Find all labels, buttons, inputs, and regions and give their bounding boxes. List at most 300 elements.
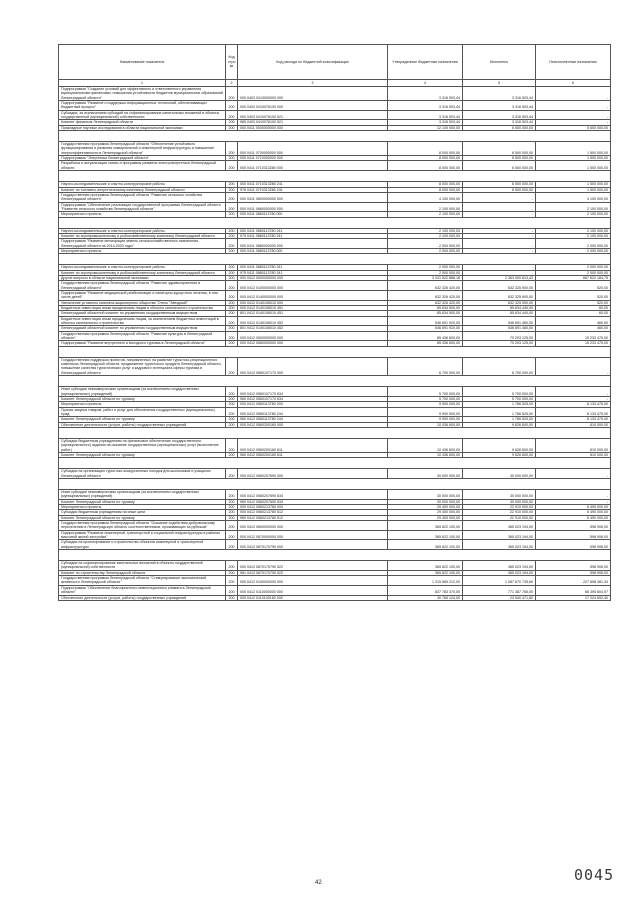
row-name: Научно-исследовательские и опытно-конструкторские работы (59, 182, 226, 187)
approved-value: 6 700 000,00 (388, 357, 463, 375)
executed-value: 2 363 900 813,43 (463, 275, 536, 280)
executed-value: - (463, 212, 536, 217)
executed-value: - (463, 192, 536, 202)
unexecuted-value: - (536, 396, 611, 401)
unexecuted-value: 17 224 652,40 (536, 595, 611, 600)
approved-value: 5 700 000,00 (388, 396, 463, 401)
executed-value: 632 325 900,00 (463, 281, 536, 291)
budget-code: 000 0412 0560213780 000 (238, 505, 388, 510)
executed-value: 30 000 000,00 (463, 499, 536, 504)
row-code: 200 (226, 402, 238, 407)
unexecuted-value: 460,00 (536, 326, 611, 331)
row-code: 200 (226, 161, 238, 171)
executed-value: 6 500 000,00 (463, 125, 536, 130)
row-code: 200 (226, 396, 238, 401)
table-row (59, 576, 611, 586)
approved-value: 9 900 000,00 (388, 417, 463, 422)
unexecuted-value: 810 000,00 (536, 438, 611, 452)
unexecuted-value: - (536, 357, 611, 375)
table-row (59, 407, 611, 417)
executed-value: 1 766 525,00 (463, 407, 536, 417)
row-name: Подпрограмма "Создание условий для эффективного и ответственного управления муниципальными финансами, повышения устойчивости бюджетов муниципальных образований Ленинградской области" (59, 87, 226, 101)
row-code: 200 (226, 540, 238, 550)
column-number: 6 (536, 80, 611, 87)
row-name: Ленинградский областной комитет по управлению государственным имуществом (59, 311, 226, 316)
budget-code: 000 0412 0110000000 000 (238, 585, 388, 595)
approved-value: 9 900 000,00 (388, 402, 463, 407)
row-code: 200 (226, 87, 238, 101)
unexecuted-value: - (536, 87, 611, 101)
executed-value: 9 626 600,00 (463, 452, 536, 457)
row-name: Ленинградский областной комитет по управлению государственным имуществом (59, 326, 226, 331)
approved-value: 8 000 000,00 (388, 182, 463, 187)
row-code: 200 (226, 125, 238, 130)
row-code: 200 (226, 270, 238, 275)
unexecuted-value: 8 133 475,00 (536, 402, 611, 407)
row-name: Комитет по агропромышленному и рыбохозяйственному комплексу Ленинградской области (59, 270, 226, 275)
approved-value: 29 400 000,00 (388, 515, 463, 520)
approved-value: 365 622 100,00 (388, 540, 463, 550)
row-code: 200 (226, 311, 238, 316)
executed-value: 771 387 765,00 (463, 585, 536, 595)
spacer-cell (59, 427, 611, 438)
approved-value: 85 436 600,00 (388, 341, 463, 346)
budget-code: 000 0411 0710000000 000 (238, 156, 388, 161)
budget-code: 000 0411 0880113780 000 (238, 248, 388, 253)
budget-code: 000 0412 0110100160 000 (238, 595, 388, 600)
spacer-row (59, 458, 611, 469)
budget-code: 960 0412 0560200160 611 (238, 452, 388, 457)
budget-execution-table (58, 44, 611, 601)
row-name: Мероприятия и проекты (59, 402, 226, 407)
approved-value: 10 436 600,00 (388, 422, 463, 427)
approved-value: 1 315 569 212,00 (388, 576, 463, 586)
row-name: Комитет финансов Ленинградской области (59, 120, 226, 125)
approved-value: 837 783 370,00 (388, 585, 463, 595)
unexecuted-value: 60,00 (536, 306, 611, 311)
row-code: 200 (226, 570, 238, 575)
executed-value: 365 023 194,00 (463, 540, 536, 550)
table-row (59, 239, 611, 249)
budget-code: 960 0412 0560207690 634 (238, 499, 388, 504)
row-code: 200 (226, 357, 238, 375)
unexecuted-value: 2 100 000,00 (536, 202, 611, 212)
table-row (59, 110, 611, 120)
row-name: Подпрограмма "Развитие и поддержка информационных технологий, обеспечивающих бюджетный процесс" (59, 101, 226, 111)
spacer-row (59, 550, 611, 561)
row-code: 200 (226, 202, 238, 212)
row-name: Прикладные научные исследования в области национальной экономики (59, 125, 226, 130)
report-sheet (58, 44, 610, 601)
row-name: Обеспечение деятельности (услуги, работы) государственных учреждений (59, 595, 226, 600)
row-name: Государственная поддержка проектов, направленных на развитие туристско-рекреационного комплекса Ленинградской области, продвижение туристского продукта Ленинградской области, повышение качества туристических услуг и кадрового потенциала сферы туризма в Ленинградской области (59, 357, 226, 375)
row-code: 200 (226, 233, 238, 238)
approved-value: 365 622 100,00 (388, 561, 463, 571)
budget-code: 975 0411 0880113780 241 (238, 270, 388, 275)
unexecuted-value: 1 500 000,00 (536, 161, 611, 171)
row-code: 200 (226, 530, 238, 540)
row-name: Субсидии на софинансирование капитальных вложений в объекты государственной (муниципальной) собственности (59, 561, 226, 571)
row-code: 200 (226, 306, 238, 311)
column-header-row-code: Код стро ки (226, 45, 238, 80)
column-number: 3 (238, 80, 388, 87)
table-row (59, 192, 611, 202)
budget-code: 000 0412 0560207690 634 (238, 489, 388, 499)
approved-value: 12 100 000,00 (388, 125, 463, 130)
page-number: 42 (315, 880, 322, 886)
unexecuted-value: 6 490 000,00 (536, 505, 611, 510)
row-name: Прочая закупка товаров, работ и услуг для обеспечения государственных (муниципальных) нужд (59, 407, 226, 417)
table-header-row (59, 45, 611, 80)
row-name: Разработка и актуализация схемы и программы развития электроэнергетики Ленинградской области (59, 161, 226, 171)
spacer-row (59, 478, 611, 489)
table-row (59, 161, 611, 171)
executed-value: 70 203 125,00 (463, 331, 536, 341)
spacer-row (59, 376, 611, 387)
spacer-row (59, 254, 611, 265)
budget-code: 981 0412 0870170790 522 (238, 570, 388, 575)
row-code: 200 (226, 387, 238, 397)
approved-value: 29 400 000,00 (388, 510, 463, 515)
budget-code: 000 0412 0500000000 000 (238, 331, 388, 341)
row-code: 200 (226, 239, 238, 249)
unexecuted-value: 1 500 000,00 (536, 156, 611, 161)
executed-value: 1 766 525,00 (463, 402, 536, 407)
unexecuted-value: 810 000,00 (536, 452, 611, 457)
budget-code: 000 0411 0860113780 000 (238, 212, 388, 217)
approved-value: 365 622 100,00 (388, 521, 463, 531)
executed-value: 546 691 460,00 (463, 316, 536, 326)
row-name: Мероприятия и проекты (59, 505, 226, 510)
spacer-cell (59, 478, 611, 489)
unexecuted-value: 667 622 184,75 (536, 275, 611, 280)
executed-value: 3 316 503,44 (463, 120, 536, 125)
column-header-budget-code: Код расхода по бюджетной классификации (238, 45, 388, 80)
row-code: 200 (226, 265, 238, 270)
budget-code: 000 0411 0860113780 241 (238, 228, 388, 233)
column-number: 2 (226, 80, 238, 87)
unexecuted-value: 1 500 000,00 (536, 182, 611, 187)
budget-code: 000 0412 0560107170 000 (238, 357, 388, 375)
row-code: 200 (226, 228, 238, 233)
row-code: 200 (226, 489, 238, 499)
budget-code: 000 0411 0880000000 000 (238, 239, 388, 249)
row-code: 200 (226, 110, 238, 120)
budget-code: 000 0411 0700000000 000 (238, 142, 388, 156)
unexecuted-value: 2 100 000,00 (536, 233, 611, 238)
row-name: Иные субсидии некоммерческим организациям (за исключением государственных (муниципальных) учреждений) (59, 387, 226, 397)
budget-code: 801 0412 0140106010 451 (238, 311, 388, 316)
unexecuted-value: - (536, 120, 611, 125)
row-name: Подпрограмма "Обеспечение реализации государственной программы Ленинградской области "Развитие сельского хозяйства Ленинградской области" (59, 202, 226, 212)
table-row (59, 489, 611, 499)
row-name: Подпрограмма "Энергетика Ленинградской области" (59, 156, 226, 161)
row-name: Мероприятия и проекты (59, 212, 226, 217)
unexecuted-value: 2 000 000,00 (536, 270, 611, 275)
executed-value: 23 540 471,60 (463, 595, 536, 600)
executed-value: 22 910 000,00 (463, 515, 536, 520)
budget-code: 000 0412 0140106010 451 (238, 306, 388, 311)
approved-value: 85 634 500,00 (388, 311, 463, 316)
row-code: 200 (226, 595, 238, 600)
row-code: 200 (226, 438, 238, 452)
approved-value: 3 316 503,44 (388, 87, 463, 101)
budget-code: 000 0403 0410000000 000 (238, 87, 388, 101)
budget-code: 000 0412 0560107170 634 (238, 387, 388, 397)
executed-value: 3 316 503,44 (463, 87, 536, 101)
row-code: 200 (226, 281, 238, 291)
row-name: Подпрограмма "Развитие медицинской реабилитации и санаторно-курортного лечения, в том числе детей" (59, 291, 226, 301)
row-code: 200 (226, 505, 238, 510)
table-row (59, 357, 611, 375)
spacer-cell (59, 346, 611, 357)
row-name: Подпрограмма "Обеспечение благоприятного инвестиционного климата в Ленинградской области" (59, 585, 226, 595)
row-code: 200 (226, 326, 238, 331)
executed-value: 85 634 440,00 (463, 311, 536, 316)
spacer-row (59, 427, 611, 438)
budget-code: 000 0412 0870170790 000 (238, 540, 388, 550)
spacer-cell (59, 171, 611, 182)
row-name: Комитет Ленинградской области по туризму (59, 499, 226, 504)
executed-value: 6 500 000,00 (463, 161, 536, 171)
budget-code: 000 0412 0140106010 000 (238, 300, 388, 305)
row-name: Государственная программа Ленинградской области "Обеспечение устойчивого функционирования и развития коммунальной и инженерной инфраструктуры и повышение энергоэффективности в Ленинградской области" (59, 142, 226, 156)
budget-code: 000 0403 0410076100 521 (238, 110, 388, 120)
table-body (59, 87, 611, 601)
spacer-cell (59, 131, 611, 142)
row-name: Комитет Ленинградской области по туризму (59, 515, 226, 520)
row-name: Другие вопросы в области национальной экономики (59, 275, 226, 280)
table-row (59, 87, 611, 101)
row-name: Государственная программа Ленинградской области "Стимулирование экономической активности Ленинградской области" (59, 576, 226, 586)
budget-code: 985 0403 0410076100 521 (238, 120, 388, 125)
executed-value: 5 700 000,00 (463, 396, 536, 401)
row-name: Мероприятия и проекты (59, 248, 226, 253)
executed-value: 3 316 503,44 (463, 110, 536, 120)
budget-code: 801 0412 0140106010 452 (238, 326, 388, 331)
unexecuted-value: 520,00 (536, 291, 611, 301)
unexecuted-value: 8 133 475,00 (536, 407, 611, 417)
approved-value: 632 326 420,00 (388, 300, 463, 305)
executed-value: 6 500 000,00 (463, 142, 536, 156)
row-code: 200 (226, 120, 238, 125)
column-number: 1 (59, 80, 226, 87)
spacer-row (59, 346, 611, 357)
executed-value: - (463, 233, 536, 238)
table-row (59, 101, 611, 111)
budget-code: 978 0411 0710313280 241 (238, 187, 388, 192)
executed-value: 546 691 460,00 (463, 326, 536, 331)
unexecuted-value: 520,00 (536, 281, 611, 291)
approved-value: 9 900 000,00 (388, 407, 463, 417)
executed-value: 365 023 194,00 (463, 570, 536, 575)
row-name: Субсидии бюджетным учреждениям на финансовое обеспечение государственного (муниципального) задания на оказание государственных (муниципальных) услуг (выполнение работ) (59, 438, 226, 452)
row-code: 200 (226, 469, 238, 479)
row-name: Подпрограмма "Развитие внутреннего и въездного туризма в Ленинградской области" (59, 341, 226, 346)
approved-value: 546 691 920,00 (388, 316, 463, 326)
row-code: 200 (226, 187, 238, 192)
executed-value: 30 000 000,00 (463, 489, 536, 499)
unexecuted-value: 227 898 481,34 (536, 576, 611, 586)
unexecuted-value: 8 133 475,00 (536, 417, 611, 422)
executed-value: 365 023 194,00 (463, 521, 536, 531)
budget-code: 000 0412 0560113780 000 (238, 402, 388, 407)
row-code: 200 (226, 192, 238, 202)
row-name: Комитет Ленинградской области по туризму (59, 452, 226, 457)
executed-value: 3 316 503,44 (463, 101, 536, 111)
column-number-row (59, 80, 611, 87)
row-name: Бюджетные инвестиции иным юридическим лицам, за исключением бюджетных инвестиций в объекты капитального строительства (59, 316, 226, 326)
approved-value: 10 436 600,00 (388, 452, 463, 457)
budget-code: 975 0411 0860113780 241 (238, 233, 388, 238)
unexecuted-value: 15 233 475,00 (536, 341, 611, 346)
table-row (59, 331, 611, 341)
row-name: Государственная программа Ленинградской области "Развитие здравоохранения в Ленинградской области" (59, 281, 226, 291)
table-row (59, 142, 611, 156)
budget-code: 000 0411 0880113780 241 (238, 265, 388, 270)
row-code: 200 (226, 212, 238, 217)
row-code: 200 (226, 585, 238, 595)
budget-code: 000 0412 0870000000 000 (238, 530, 388, 540)
row-name: Субсидии, за исключением субсидий на софинансирование капитальных вложений в объекты государственной (муниципальной) собственности (59, 110, 226, 120)
approved-value: 2 100 000,00 (388, 212, 463, 217)
executed-value: 30 000 000,00 (463, 469, 536, 479)
row-code: 200 (226, 300, 238, 305)
row-name: Подпрограмма "Развитие инженерной, транспортной и социальной инфраструктуры в районах массовой жилой застройки" (59, 530, 226, 540)
row-name: Бюджетные инвестиции иным юридическим лицам в объекты капитального строительства (59, 306, 226, 311)
column-number: 4 (388, 80, 463, 87)
spacer-cell (59, 376, 611, 387)
executed-value: - (463, 239, 536, 249)
unexecuted-value: 2 000 000,00 (536, 248, 611, 253)
row-name: Подпрограмма "Развитие мелиорации земель сельскохозяйственного назначения Ленинградской области на 2014-2020 годы" (59, 239, 226, 249)
executed-value: 6 500 000,00 (463, 156, 536, 161)
unexecuted-value: 15 233 475,00 (536, 331, 611, 341)
spacer-cell (59, 217, 611, 228)
approved-value: 2 100 000,00 (388, 202, 463, 212)
unexecuted-value: 598 906,00 (536, 561, 611, 571)
budget-code: 000 0412 0560113780 244 (238, 407, 388, 417)
approved-value: 2 000 000,00 (388, 270, 463, 275)
column-header-name: Наименование показателя (59, 45, 226, 80)
approved-value: 30 000 000,00 (388, 489, 463, 499)
approved-value: 546 691 920,00 (388, 326, 463, 331)
row-name: Субсидии на проектирование и строительство объектов инженерной и транспортной инфраструктуры (59, 540, 226, 550)
budget-code: 000 0412 0100000000 000 (238, 281, 388, 291)
unexecuted-value: - (536, 499, 611, 504)
unexecuted-value: 2 100 000,00 (536, 228, 611, 233)
table-row (59, 281, 611, 291)
row-name: Увеличение уставного капитала акционерного общества "Отель "Звездный" (59, 300, 226, 305)
approved-value: 365 622 100,00 (388, 570, 463, 575)
budget-code: 960 0412 0560107170 634 (238, 396, 388, 401)
budget-code: 000 0411 0000000000 000 (238, 125, 388, 130)
row-name: Государственная программа Ленинградской области "Развитие сельского хозяйства Ленинградской области" (59, 192, 226, 202)
table-row (59, 561, 611, 571)
row-code: 200 (226, 576, 238, 586)
row-name: Субсидии на организацию туристско-экскурсионных поездок для школьников и учащихся Ленинградской области (59, 469, 226, 479)
budget-code: 960 0412 0560213780 612 (238, 515, 388, 520)
approved-value: 2 000 000,00 (388, 248, 463, 253)
budget-code: 000 0412 0870170790 522 (238, 561, 388, 571)
table-row (59, 316, 611, 326)
row-name: Государственная программа Ленинградской области "Оказание содействия добровольному переселению в Ленинградскую область соотечественников, проживающих за рубежом" (59, 521, 226, 531)
approved-value: 3 316 503,44 (388, 120, 463, 125)
approved-value: 4 100 000,00 (388, 192, 463, 202)
row-name: Комитет по агропромышленному и рыбохозяйственному комплексу Ленинградской области (59, 233, 226, 238)
row-code: 200 (226, 316, 238, 326)
row-code: 200 (226, 275, 238, 280)
executed-value: 1 766 525,00 (463, 417, 536, 422)
approved-value: 30 000 000,00 (388, 499, 463, 504)
row-name: Комитет по топливно-энергетическому комплексу Ленинградской области (59, 187, 226, 192)
budget-code: 000 0411 0710313280 000 (238, 161, 388, 171)
row-name: Комитет Ленинградской области по туризму (59, 396, 226, 401)
executed-value: 9 626 600,00 (463, 422, 536, 427)
table-row (59, 291, 611, 301)
row-code: 200 (226, 291, 238, 301)
executed-value: 365 023 194,00 (463, 530, 536, 540)
row-code: 200 (226, 331, 238, 341)
executed-value: 6 700 000,00 (463, 357, 536, 375)
executed-value: - (463, 270, 536, 275)
approved-value: 8 000 000,00 (388, 187, 463, 192)
budget-code: 000 0412 0560200160 000 (238, 422, 388, 427)
approved-value: 2 100 000,00 (388, 228, 463, 233)
approved-value: 8 000 000,00 (388, 161, 463, 171)
budget-code: 000 0412 0140106010 452 (238, 316, 388, 326)
table-row (59, 585, 611, 595)
column-header-unexecuted: Неисполненные назначения (536, 45, 611, 80)
unexecuted-value: - (536, 469, 611, 479)
unexecuted-value: 1 500 000,00 (536, 142, 611, 156)
table-row (59, 530, 611, 540)
unexecuted-value: 6 490 000,00 (536, 510, 611, 515)
budget-code: 000 0412 0000000000 000 (238, 275, 388, 280)
unexecuted-value: 66 395 604,97 (536, 585, 611, 595)
unexecuted-value: 2 000 000,00 (536, 265, 611, 270)
row-code: 200 (226, 515, 238, 520)
executed-value: - (463, 228, 536, 233)
row-name: Обеспечение деятельности (услуги, работы) государственных учреждений (59, 422, 226, 427)
unexecuted-value: 1 500 000,00 (536, 187, 611, 192)
approved-value: 2 100 000,00 (388, 233, 463, 238)
row-code: 200 (226, 341, 238, 346)
approved-value: 29 400 000,00 (388, 505, 463, 510)
unexecuted-value: 6 490 000,00 (536, 515, 611, 520)
row-name: Научно-исследовательские и опытно-конструкторские работы (59, 228, 226, 233)
row-code: 200 (226, 182, 238, 187)
executed-value: 85 634 440,00 (463, 306, 536, 311)
executed-value: 1 087 670 735,66 (463, 576, 536, 586)
unexecuted-value: 4 100 000,00 (536, 192, 611, 202)
unexecuted-value: 598 906,00 (536, 570, 611, 575)
row-name: Субсидии бюджетным учреждениям на иные цели (59, 510, 226, 515)
budget-code: 000 0412 0560207690 000 (238, 469, 388, 479)
unexecuted-value: 60,00 (536, 311, 611, 316)
row-code: 200 (226, 422, 238, 427)
approved-value: 3 316 503,44 (388, 101, 463, 111)
budget-code: 000 0403 0410076100 000 (238, 101, 388, 111)
column-header-executed: Исполнено (463, 45, 536, 80)
budget-code: 000 0412 0560000000 000 (238, 341, 388, 346)
unexecuted-value: 598 906,00 (536, 540, 611, 550)
approved-value: 365 622 100,00 (388, 530, 463, 540)
executed-value: 70 203 125,00 (463, 341, 536, 346)
approved-value: 85 436 600,00 (388, 331, 463, 341)
executed-value: - (463, 248, 536, 253)
approved-value: 2 000 000,00 (388, 239, 463, 249)
